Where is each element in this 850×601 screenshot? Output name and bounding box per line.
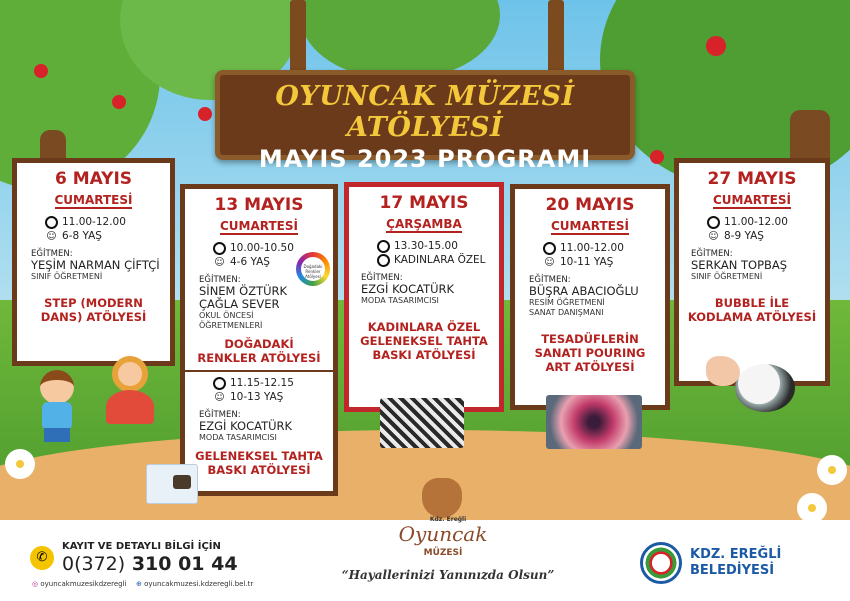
instructor-role: RESİM ÖĞRETMENİ [529,298,605,307]
card-date: 27 MAYIS [707,169,797,189]
instructor-label: EĞİTMEN: [199,275,241,285]
slogan: “Hayallerinizi Yanınızda Olsun” [341,568,555,582]
wood-print-photo [380,398,464,448]
card-date: 6 MAYIS [54,169,133,189]
sign-post-right [548,0,564,75]
woman-icon [377,254,390,267]
daisy-icon [8,452,32,476]
time-row: 11.00-12.00 [707,215,817,229]
clock-icon [45,216,58,229]
instructor-role: ÖĞRETMENLERİ [199,321,263,330]
activity-title: TESADÜFLERİN SANATI POURING ART ATÖLYESİ [534,332,646,374]
museum-logo [398,476,488,566]
card-date: 13 MAYIS [214,195,304,215]
color-wheel-badge [296,252,330,286]
instructor-name: ÇAĞLA SEVER [199,297,280,311]
instructor-label: EĞİTMEN: [199,410,241,420]
instructor-label: EĞİTMEN: [691,249,733,259]
time-row: 13.30-15.00 [377,239,491,253]
municipality-name [690,547,781,579]
page-subtitle: MAYIS 2023 PROGRAMI [258,145,592,173]
instagram-handle: oyuncakmuzesikdzeregli [40,580,127,588]
activity-title: GELENEKSEL TAHTA BASKI ATÖLYESİ [195,449,323,477]
pouring-art-photo [546,395,642,449]
boy-illustration [30,370,84,450]
activity-title: KADINLARA ÖZEL GELENEKSEL TAHTA BASKI ATÖLYESİ [360,320,488,362]
hand-illustration [706,356,740,386]
instructor-role: SINIF ÖĞRETMENİ [691,272,763,281]
instructor-role: SANAT DANIŞMANI [529,308,604,317]
instructor-role: MODA TASARIMCISI [361,296,439,305]
age-row-2: ☺ 10-13 YAŞ [214,391,284,403]
time-row-2: 11.15-12.15 [213,376,325,390]
website-link[interactable] [136,580,253,588]
phone-number[interactable] [62,553,238,575]
card-day: ÇARŞAMBA [386,217,462,231]
activity-title: STEP (MODERN DANS) ATÖLYESİ [40,296,147,324]
time-row: 11.00-12.00 [45,215,162,229]
instructor-label: EĞİTMEN: [361,273,403,283]
instructor-name: BÜŞRA ABACIOĞLU [529,284,639,298]
card-day: CUMARTESİ [54,193,133,207]
apple-icon [706,36,726,56]
program-card-20-may [510,184,670,410]
clock-icon [213,377,226,390]
instructor-label: EĞİTMEN: [31,249,73,259]
logo-sub-text: MÜZESİ [423,548,463,558]
card-day: CUMARTESİ [551,219,629,233]
municipality-emblem [640,542,682,584]
instructor-name: SİNEM ÖZTÜRK [199,284,288,298]
badge-label: Doğadaki Renkler Atölyesi [301,257,325,281]
activity-title: BUBBLE İLE KODLAMA ATÖLYESİ [687,296,817,324]
clock-icon [377,240,390,253]
program-card-6-may [12,158,175,366]
time-row: 10.00-10.50 [213,241,325,255]
info-label: KAYIT VE DETAYLI BİLGİ İÇİN [62,541,221,552]
clock-icon [213,242,226,255]
program-card-13-may [180,184,338,496]
daisy-icon [820,458,844,482]
apple-icon [112,95,126,109]
instagram-icon: ◎ [32,580,39,588]
municipality-line2: BELEDİYESİ [690,563,775,578]
age-row: ☺ 10-11 YAŞ [544,256,614,268]
kids-icon: ☺ [46,230,57,242]
activity-title: DOĞADAKİ RENKLER ATÖLYESİ [197,337,321,365]
instructor-name: SERKAN TOPBAŞ [691,258,788,272]
page-title: OYUNCAK MÜZESİ ATÖLYESİ [275,81,575,143]
kids-icon: ☺ [214,256,225,268]
kids-icon: ☺ [708,230,719,242]
program-card-17-may [344,182,504,412]
instructor-role: SINIF ÖĞRETMENİ [31,272,103,281]
phone-prefix: 0(372) [62,553,126,575]
apple-icon [34,64,48,78]
audience-row: KADINLARA ÖZEL [377,253,491,267]
kids-icon: ☺ [214,391,225,403]
phone-icon: ✆ [30,546,54,570]
daisy-icon [800,496,824,520]
apple-icon [198,107,212,121]
instructor-role: MODA TASARIMCISI [199,433,277,442]
clock-icon [707,216,720,229]
age-row: ☺ 8-9 YAŞ [708,230,764,242]
instructor-name: EZGİ KOCATÜRK [199,419,293,433]
sign-post-left [290,0,306,75]
instructor-name: YEŞİM NARMAN ÇİFTÇİ [31,258,160,272]
website-url: oyuncakmuzesi.kdzeregli.bel.tr [144,580,254,588]
stamp-print-photo [146,464,198,504]
clock-icon [543,242,556,255]
instructor-role: OKUL ÖNCESİ [199,311,254,320]
logo-top-text: Kdz. Ereğli [429,516,467,523]
card-date: 17 MAYIS [379,193,469,213]
logo-main-text: Oyuncak [398,522,488,546]
card-date: 20 MAYIS [545,195,635,215]
spinning-top-icon [422,478,462,518]
age-row: ☺ 4-6 YAŞ [214,256,270,268]
instructor-name: EZGİ KOCATÜRK [361,282,455,296]
kids-icon: ☺ [544,256,555,268]
globe-icon: ⊕ [136,580,142,588]
instructor-label: EĞİTMEN: [529,275,571,285]
apple-icon [650,150,664,164]
municipality-line1: KDZ. EREĞLİ [690,547,782,562]
title-sign [215,70,635,173]
card-day: CUMARTESİ [713,193,791,207]
coding-robot-photo [735,364,795,412]
girl-illustration [100,356,160,436]
instagram-link[interactable] [32,580,127,588]
age-row: ☺ 6-8 YAŞ [46,230,102,242]
program-card-27-may [674,158,830,386]
card-day: CUMARTESİ [220,219,298,233]
phone-digits: 310 01 44 [131,553,238,575]
time-row: 11.00-12.00 [543,241,657,255]
